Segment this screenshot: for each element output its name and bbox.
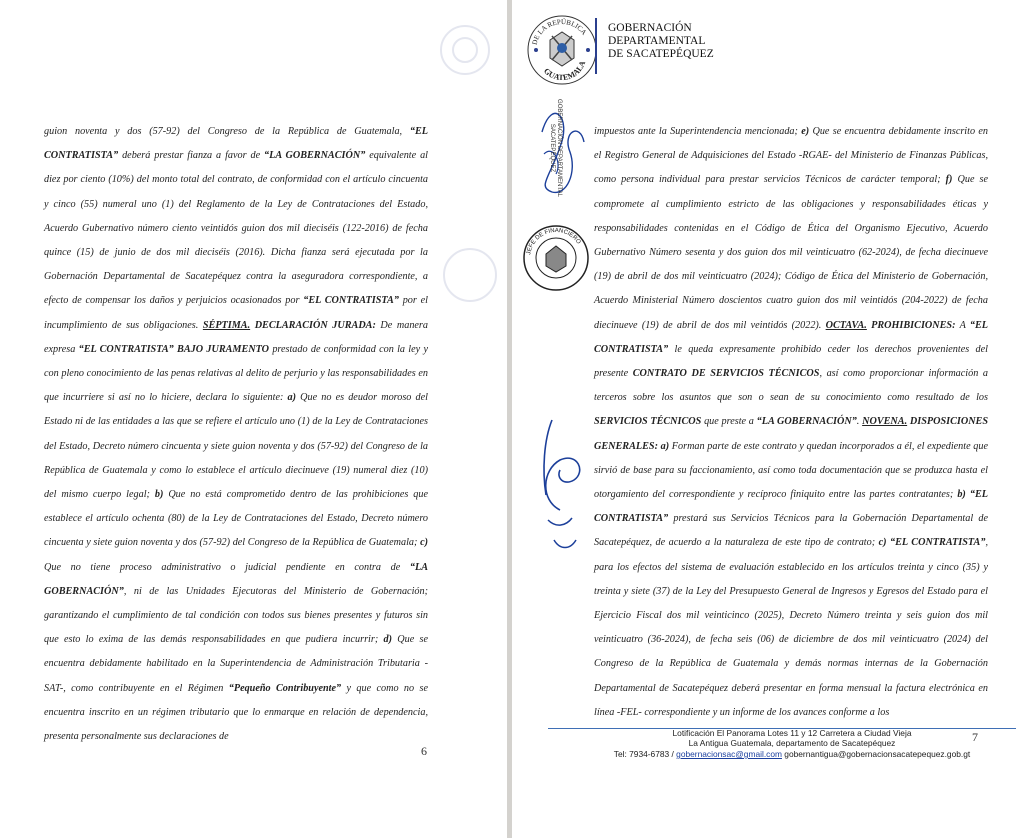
text-run: guion noventa y dos (57-92) del Congreso de la República de Guatemala,	[44, 126, 410, 137]
text-run: deberá prestar fianza a favor de	[118, 150, 265, 162]
bold-text-run: “EL CONTRATISTA”	[303, 295, 399, 307]
bold-text-run: NOVENA.	[862, 416, 908, 428]
page-number: 6	[421, 744, 427, 758]
text-run: le queda expresamente prohibido ceder los derechos provenientes del presente	[594, 343, 988, 380]
text-run: que preste a	[701, 416, 757, 428]
bold-text-run: “LA GOBERNACIÓN”	[756, 416, 857, 428]
bleed-through-seal	[430, 20, 500, 80]
institution-name	[608, 22, 714, 61]
institution-line-2: DEPARTAMENTAL	[608, 35, 706, 47]
bold-text-run: SÉPTIMA.	[202, 319, 251, 331]
page-number: 7	[972, 730, 978, 744]
bold-text-run: “EL CONTRATISTA”	[594, 489, 988, 525]
guatemala-seal-icon	[522, 10, 602, 90]
bold-text-run: “EL CONTRATISTA”	[44, 126, 428, 162]
footer-address-line-1: Lotificación El Panorama Lotes 11 y 12 Carretera a Ciudad Vieja	[672, 728, 912, 738]
bold-text-run: PROHIBICIONES:	[871, 319, 956, 331]
bold-text-run: OCTAVA.	[825, 319, 867, 331]
bold-text-run: “Pequeño Contribuyente”	[228, 682, 342, 694]
text-run: Que se encuentra debidamente inscrito en el Registro General de Adquisiciones del Estado -RGAE- del Ministerio de Finanzas Públicas, como persona individual para prestar servicios Técnicos de carácter temporal;	[594, 126, 988, 186]
round-stamp-icon	[520, 222, 592, 294]
bold-text-run: DISPOSICIONES GENERALES:	[594, 416, 989, 452]
bold-text-run: c)	[878, 537, 887, 549]
bold-text-run: “EL CONTRATISTA”	[594, 319, 988, 355]
text-run: y que como no se encuentra inscrito en un régimen tributario que lo enmarque en relación de dependencia, presenta personalmente sus declaraciones de	[44, 682, 428, 743]
bold-text-run: “LA GOBERNACIÓN”	[264, 150, 366, 162]
contract-text-page-6	[44, 120, 428, 749]
bold-text-run: c)	[420, 537, 428, 549]
text-run: De manera expresa	[44, 319, 428, 355]
bold-text-run: b)	[154, 489, 164, 501]
text-run: impuestos ante la Superintendencia mencionada;	[594, 126, 802, 137]
footer-phone: Tel: 7934-6783 /	[613, 749, 674, 759]
footer-address-line-2: La Antigua Guatemala, departamento de Sacatepéquez	[688, 738, 896, 748]
text-run: por el incumplimiento de sus obligaciones.	[44, 295, 428, 331]
text-run: Que no tiene proceso administrativo o judicial pendiente en contra de	[44, 561, 410, 573]
text-run: , ni de las Unidades Ejecutoras del Ministerio de Gobernación; garantizando el cumplimiento de tal condición con todos sus bienes presentes y futuros sin que esto lo exima de las demás responsabilidades en que pudiera incurrir;	[44, 585, 428, 646]
signature-icon	[530, 400, 590, 560]
text-run: Que no está comprometido dentro de las prohibiciones que establece el artículo ochenta (80) de la Ley de Contrataciones del Estado, Decreto número cincuenta y siete guion noventa y dos (57-92) del Congreso de la República de Guatemala;	[44, 489, 428, 549]
text-run: Que se encuentra debidamente habilitado en la Superintendencia de Administración Tributaria -SAT-, como contribuyente en el Régimen	[44, 634, 429, 694]
text-run: prestado de conformidad con la ley y con pleno conocimiento de las penas relativas al delito de perjurio y las responsabilidades en que incurriere si así no lo hiciere, declara lo siguiente:	[44, 343, 428, 404]
institution-line-1: GOBERNACIÓN	[608, 22, 692, 34]
bold-text-run: “LA GOBERNACIÓN”	[44, 561, 428, 597]
text-run: Forman parte de este contrato y quedan incorporados a él, el expediente que sirvió de base para su faccionamiento, así como toda documentación que se produzca hasta el otorgamiento del correspondiente y recíproco finiquito entre las partes contratantes;	[594, 440, 988, 501]
bold-text-run: CONTRATO DE SERVICIOS TÉCNICOS	[632, 368, 820, 380]
document-page-6	[0, 0, 507, 838]
footer-address	[602, 728, 982, 759]
round-stamp-text: JEFE DE FINANCIERO	[526, 227, 582, 256]
bold-text-run: b)	[957, 489, 966, 501]
bleed-through-stamp	[440, 240, 500, 310]
document-page-7	[512, 0, 1024, 838]
header-divider	[595, 18, 597, 74]
bold-text-run: a)	[287, 392, 296, 404]
text-run: prestará sus Servicios Técnicos para la Gobernación Departamental de Sacatepéquez, de acuerdo a la naturaleza de este tipo de contrato;	[594, 513, 988, 549]
seal-bottom-text: GUATEMALA	[542, 59, 588, 83]
bold-text-run: e)	[801, 126, 810, 137]
bold-text-run: d)	[383, 634, 393, 646]
vertical-stamp-text: GOBERNACIÓN DEPARTAMENTAL SACATEPÉQUEZ	[549, 99, 562, 197]
footer-email-2: gobernantigua@gobernacionsacatepequez.gob.gt	[784, 749, 971, 759]
seal-top-text: DE LA REPÚBLICA	[530, 17, 589, 46]
bold-text-run: a)	[660, 440, 670, 452]
bold-text-run: DECLARACIÓN JURADA:	[254, 319, 376, 331]
bold-text-run: f)	[945, 174, 953, 186]
contract-text-page-7	[594, 120, 988, 725]
footer-contact	[602, 749, 982, 759]
text-run: A	[955, 319, 970, 331]
text-run: equivalente al diez por ciento (10%) del monto total del contrato, de conformidad con el artículo cincuenta y cinco (55) numeral uno (1) del Reglamento de la Ley de Contrataciones del Estado, Acuerdo Gubernativo número ciento veintidós guion dos mil dieciséis (122-2016) de fecha quince (15) de junio de dos mil dieciséis (2016). Dicha fianza será ejecutada por la Gobernación Departamental de Sacatepéquez contra la aseguradora correspondiente, a efecto de compensar los daños y perjuicios ocasionados por	[44, 150, 428, 307]
vertical-stamp	[532, 92, 588, 200]
institution-line-3: DE SACATEPÉQUEZ	[608, 48, 714, 60]
text-run: Que se compromete al cumplimiento estricto de las obligaciones y responsabilidades éticas y responsabilidades contenidas en el Código de Ética del Organismo Ejecutivo, Acuerdo Gubernativo Número sesenta y dos guion dos mil veinticuatro (62-2024), de fecha diecinueve (19) de abril de dos mil veinticuatro (2024); Código de Ética del Ministerio de Gobernación, Acuerdo Ministerial Número doscientos cuatro guion dos mil veintidós (204-2022) de fecha diecinueve (19) de abril de dos mil veintidós (2022).	[594, 174, 988, 331]
bold-text-run: SERVICIOS TÉCNICOS	[594, 416, 702, 428]
text-run: .	[856, 416, 863, 428]
footer-email-link[interactable]: gobernacionsac@gmail.com	[676, 749, 782, 759]
text-run: Que no es deudor moroso del Estado ni de las entidades a las que se refiere el artículo uno (1) de la Ley de Contrataciones del Estado, Decreto número cincuenta y siete guion noventa y dos (57-92) del Congreso de la República de Guatemala y como lo establece el artículo diecinueve (19) numeral diez (10) del mismo cuerpo legal;	[44, 392, 428, 501]
bold-text-run: “EL CONTRATISTA”	[890, 537, 986, 549]
text-run: , para los efectos del sistema de evaluación establecido en los artículos treinta y cinco (35) y treinta y siete (37) de la Ley del Presupuesto General de Ingresos y Egresos del Estado para el Ejercicio Fiscal dos mil veinticinco (2025), Decreto Número treinta y seis guion dos mil veinticuatro (36-2024), de fecha seis (06) de diciembre de dos mil veinticuatro (2024) del Congreso de la República de Guatemala y demás normas internas de la Gobernación Departamental de Sacatepéquez deberá presentar en forma mensual la factura electrónica en línea -FEL- correspondiente y un informe de los avances conforme a los	[594, 537, 988, 718]
text-run: , así como proporcionar información a terceros sobre los asuntos que son o sean de su conocimiento como resultado de los	[594, 368, 989, 404]
bold-text-run: “EL CONTRATISTA” BAJO JURAMENTO	[78, 343, 270, 355]
